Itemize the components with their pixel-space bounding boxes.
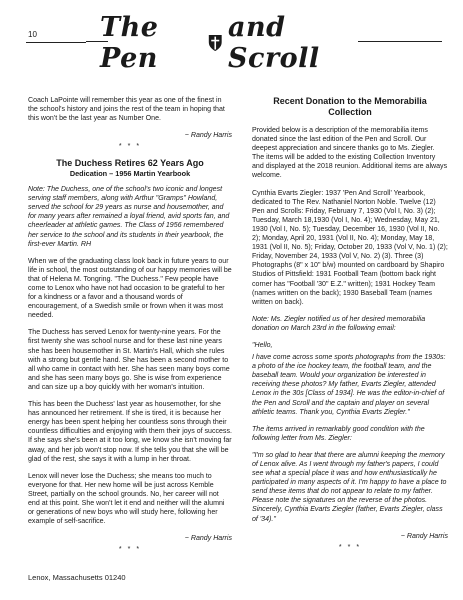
quoted-email: I have come across some sports photographs from the 1930s: a photo of the ice hockey team, the football team, and the baseball team. Would your organization be interested in receiving these photos? My father, Evarts Ziegler, attended Lenox in the 30s [Class of 1934]. He was the editor-in-chief of the Pen and Scroll and the captain and player on several athletic teams. Thank you, Cynthia Evarts Ziegler.": [252, 354, 446, 416]
quoted-letter: "I'm so glad to hear that there are alumni keeping the memory of Lenox alive. As I went through my father's papers, I could see what a special place it was and how enthusiastically he participated in many aspects of it. I'm happy to have a place to send these items that do not appear to relate to my father. Please note the signatures on the reverse of the photos. Sincerely, Cynthia Evarts Ziegler (father, Evarts Ziegler, class of '34).": [252, 451, 447, 523]
article-note: Note: The Duchess, one of the school's two iconic and longest serving staff members, along with Arthur "Gramps" Howland, served the school for 29 years as nurse and housemother, and for many years after remained a loyal friend, avid sports fan, and cheerleader at athletic games. The Class of 1956 remembered her service to the school and its students in their yearbook, the first-ever Martin. RH: [28, 186, 230, 248]
article-note: Note: Ms. Ziegler notified us of her desired memorabilia donation on March 23rd in the following email:: [252, 315, 426, 332]
byline: ~ Randy Harris: [184, 535, 232, 543]
masthead-rule-right: [358, 41, 442, 42]
article-paragraph: The Duchess has served Lenox for twenty-nine years. For the first twenty she was school nurse and for these last nine years she has been housemother in St. Martin's Hall, which she rules with a strong but gentle hand. She has been a second mother to all who came in contact with her. She has seen many boys come and she has seen many boys go. She is wise from experience and can size up a boy quickly with her woman's intuition.: [28, 329, 230, 391]
masthead: [0, 12, 463, 74]
title-part-2: and Scroll: [228, 12, 320, 74]
article-headline: The Duchess Retires 62 Years Ago: [56, 158, 204, 169]
shield-cross-icon: [208, 32, 222, 54]
section-separator: * * *: [118, 143, 142, 151]
byline: ~ Randy Harris: [184, 132, 232, 140]
article-headline: Recent Donation to the Memorabilia Collection: [273, 96, 427, 117]
page-number: 10: [26, 28, 86, 43]
article-paragraph: This has been the Duchess' last year as housemother, for she has announced her retirement. If she is tired, it is because her energy has been spent helping her countless sons through their countless difficulties and enjoying with them their joys of success. If she says she's been at it too long, we know she isn't moving far away, and her job won't stop now. If she tells you that she will be glad of the rest, she says it with a lump in her throat.: [28, 401, 232, 463]
article-paragraph: Provided below is a description of the memorabilia items donated since the last edition of the Pen and Scroll. Our deepest appreciation and sincere thanks go to Ms. Ziegler. The items will be added to the existing Collection Inventory and displayed at the 2018 reunion. Additional items are always welcome.: [252, 127, 448, 180]
article-paragraph: Lenox will never lose the Duchess; she means too much to everyone for that. Her new home will be just across Kemble Street, partially on the school grounds. No, her career will not end at this point. She won't let it end and neither will the alumni or generations of new boys who will study here, following her example of self-sacrifice.: [28, 472, 225, 526]
section-separator: * * *: [338, 543, 362, 551]
byline: ~ Randy Harris: [400, 532, 448, 540]
footer-location: Lenox, Massachusetts 01240: [28, 573, 126, 582]
quoted-email-greeting: "Hello,: [252, 341, 273, 349]
article-paragraph: When we of the graduating class look back in future years to our life in school, the most outstanding of our happy memories will be that of Helena M. Tongring. "The Duchess." Few people have come to Lenox who have not had occasion to be grateful to her for a kindness or a favor and a thousand words of encouragement, of a Swedish smile or frown when it was most needed.: [28, 257, 232, 320]
title-part-1: The Pen: [100, 12, 159, 74]
newsletter-title: [100, 12, 356, 74]
section-separator: * * *: [118, 546, 142, 554]
article-subheadline: Dedication – 1956 Martin Yearbook: [69, 168, 191, 178]
article-note: The items arrived in remarkably good condition with the following letter from Ms. Ziegler:: [252, 425, 425, 442]
intro-paragraph: Coach LaPointe will remember this year as one of the finest in the school's history and joins the rest of the team in hoping that this won't be the last year as Number One.: [28, 97, 225, 123]
left-column: [28, 96, 232, 561]
right-column: [252, 96, 448, 559]
article-paragraph: Cynthia Evarts Ziegler: 1937 'Pen And Scroll' Yearbook, dedicated to The Rev. Nathaniel Norton Noble. Twelve (12) Pen and Scrolls: Friday, February 7, 1930 (Vol I, No. 3) (2); Tuesday, March 18,1930 (Vol I, No. 4); Wednesday, May 21, 1930 (Vol I, No. 5); Tuesday, December 16, 1930 (Vol II, No. 2); Monday, April 20, 1931 (Vol II, No. 4); Monday, May 18, 1931 (Vol II, No. 5); Friday, October 20, 1933 (Vol V, No. 1) (2); Friday, November 24, 1933 (Vol V, No. 2) (3). Three (3) Photographs (8" x 10" b/w) mounted on cardboard by Shapiro Studios of Pittsfield: 1931 Football Team (bottom back right corner has "Football '30" E.Z." written); 1931 Hockey Team (names written on the back); 1930 Baseball Team (names written on back).: [252, 189, 448, 306]
